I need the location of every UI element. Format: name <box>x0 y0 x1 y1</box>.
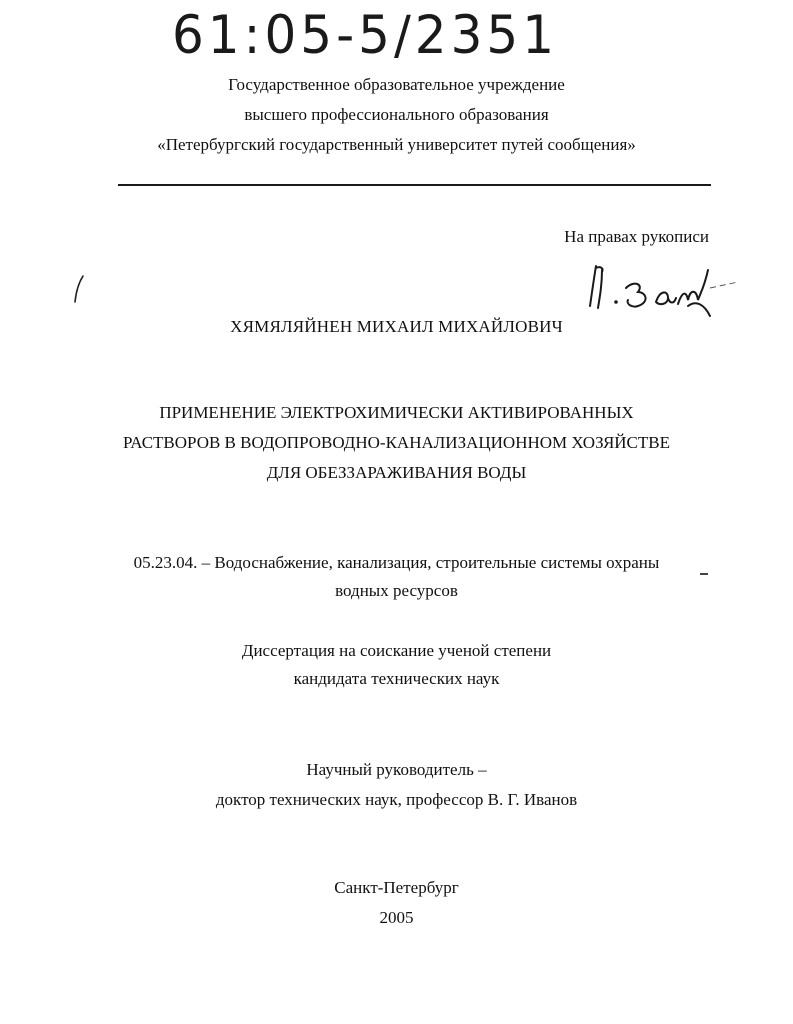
scan-dash-mark <box>700 573 708 575</box>
specialty-line-1: 05.23.04. – Водоснабжение, канализация, строительные системы охраны <box>133 553 660 572</box>
thesis-title-line-3: ДЛЯ ОБЕЗЗАРАЖИВАНИЯ ВОДЫ <box>266 463 527 482</box>
specialty-line-2: водных ресурсов <box>335 581 458 600</box>
institution-line-3: «Петербургский государственный университет путей сообщения» <box>157 135 636 154</box>
supervisor-line-2: доктор технических наук, профессор В. Г. Иванов <box>215 790 578 809</box>
handwritten-signature <box>580 258 740 318</box>
scan-edge-mark <box>72 274 86 304</box>
author-name: ХЯМЯЛЯЙНЕН МИХАИЛ МИХАЙЛОВИЧ <box>230 317 563 336</box>
institution-line-1: Государственное образовательное учреждение <box>228 75 565 94</box>
publication-year: 2005 <box>379 908 414 927</box>
thesis-title-line-1: ПРИМЕНЕНИЕ ЭЛЕКТРОХИМИЧЕСКИ АКТИВИРОВАННЫХ <box>159 403 634 422</box>
degree-line-1: Диссертация на соискание ученой степени <box>241 641 552 660</box>
supervisor-line-1: Научный руководитель – <box>306 760 487 779</box>
thesis-title-line-2: РАСТВОРОВ В ВОДОПРОВОДНО-КАНАЛИЗАЦИОННОМ ХОЗЯЙСТВЕ <box>122 433 671 452</box>
institution-line-2: высшего профессионального образования <box>244 105 549 124</box>
header-divider <box>118 184 711 186</box>
publication-place: Санкт-Петербург <box>334 878 459 897</box>
manuscript-rights-note: На правах рукописи <box>564 227 709 246</box>
handwritten-catalog-number: 61:05-5/2351 <box>172 4 559 66</box>
degree-line-2: кандидата технических наук <box>293 669 500 688</box>
